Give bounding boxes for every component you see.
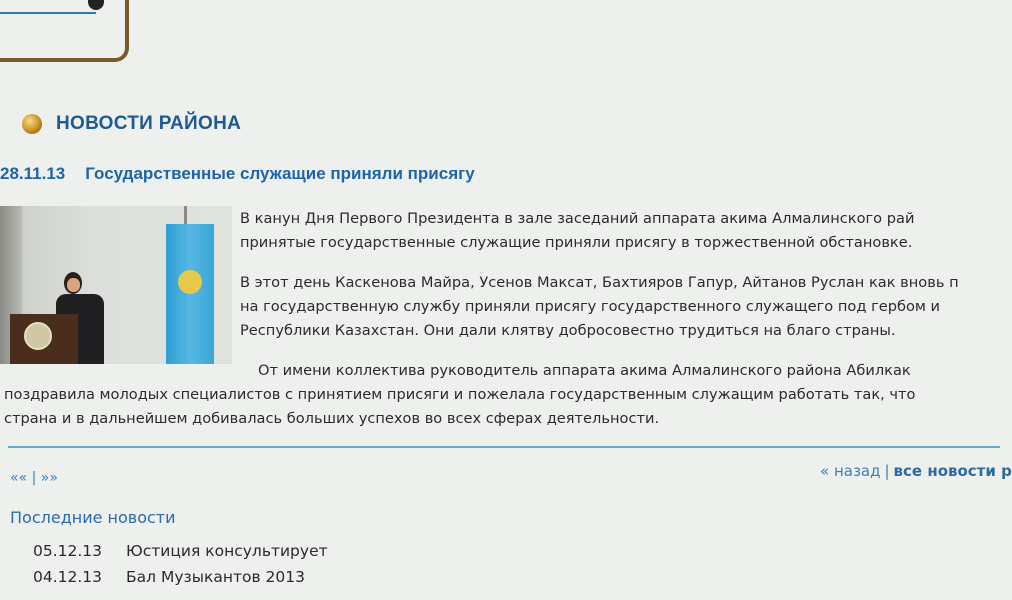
article-text-line: Республики Казахстан. Они дали клятву добросовестно трудиться на благо страны. bbox=[240, 322, 896, 339]
section-title: НОВОСТИ РАЙОНА bbox=[56, 113, 242, 134]
news-date: 04.12.13 bbox=[33, 568, 103, 586]
article-text-line: поздравила молодых специалистов с принятием присяги и пожелала государственным служащим работать так, что bbox=[4, 386, 916, 403]
flag bbox=[166, 224, 214, 364]
article-text-line: на государственную службу приняли присягу государственного служащего под гербом и bbox=[240, 298, 941, 315]
article-text-line: принятые государственные служащие приняли присягу в торжественной обстановке. bbox=[240, 234, 913, 251]
header-divider bbox=[0, 12, 96, 14]
section-heading bbox=[22, 113, 241, 135]
speaker-face bbox=[67, 278, 80, 292]
back-link[interactable]: « назад bbox=[820, 462, 881, 480]
header-frame bbox=[0, 0, 129, 62]
article-photo bbox=[0, 206, 232, 364]
article-header bbox=[0, 164, 475, 184]
all-news-link[interactable]: все новости р bbox=[893, 462, 1012, 480]
content-divider bbox=[8, 446, 1000, 448]
article-date: 28.11.13 bbox=[0, 164, 66, 183]
latest-news-list bbox=[33, 538, 328, 590]
emblem bbox=[24, 322, 52, 350]
article-title[interactable]: Государственные служащие приняли присягу bbox=[85, 164, 475, 183]
article-text-line: В канун Дня Первого Президента в зале заседаний аппарата акима Алмалинского рай bbox=[240, 210, 915, 227]
list-item[interactable] bbox=[33, 564, 328, 590]
article-text-line: страна и в дальнейшем добивалась больших успехов во всех сферах деятельности. bbox=[4, 410, 660, 427]
news-title[interactable]: Юстиция консультирует bbox=[126, 542, 328, 560]
news-title[interactable]: Бал Музыкантов 2013 bbox=[126, 568, 306, 586]
flag-sun bbox=[178, 270, 202, 294]
bullet-icon bbox=[22, 114, 42, 134]
news-date: 05.12.13 bbox=[33, 542, 103, 560]
list-item[interactable] bbox=[33, 538, 328, 564]
link-separator: | bbox=[884, 462, 890, 480]
pager[interactable]: «« | »» bbox=[10, 470, 58, 486]
latest-news-title: Последние новости bbox=[10, 508, 176, 527]
back-links bbox=[820, 462, 1012, 480]
article-text-line: От имени коллектива руководитель аппарата акима Алмалинского района Абилкак bbox=[258, 362, 911, 379]
article-text-line: В этот день Каскенова Майра, Усенов Максат, Бахтияров Гапур, Айтанов Руслан как вновь п bbox=[240, 274, 959, 291]
